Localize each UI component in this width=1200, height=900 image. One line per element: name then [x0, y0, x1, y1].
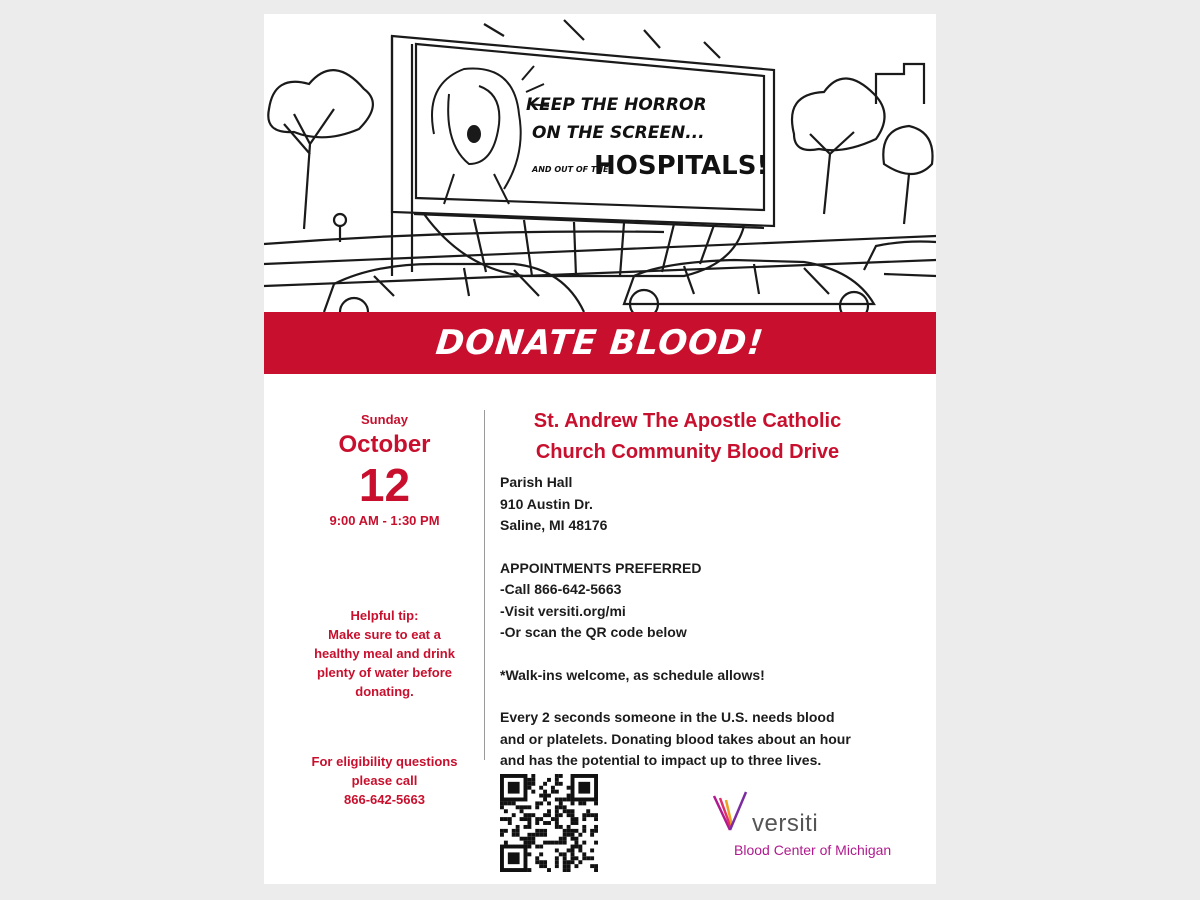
appointments [500, 558, 920, 644]
walkins-note: *Walk-ins welcome, as schedule allows! [500, 666, 765, 683]
about-text [500, 707, 920, 772]
address [500, 472, 920, 537]
tip-line: donating. [355, 684, 414, 699]
drive-in-scene-image [264, 14, 936, 312]
event-time: 9:00 AM - 1:30 PM [329, 513, 440, 529]
appointment-qr-note: -Or scan the QR code below [500, 624, 687, 640]
address-line: Parish Hall [500, 474, 573, 490]
eligibility-phone: 866-642-5663 [344, 792, 425, 807]
appointments-heading: APPOINTMENTS PREFERRED [500, 559, 702, 576]
address-line: 910 Austin Dr. [500, 495, 593, 512]
tip-line: healthy meal and drink [314, 646, 455, 661]
event-title-line: St. Andrew The Apostle Catholic [533, 410, 842, 432]
flyer [264, 14, 936, 884]
date-block [282, 412, 487, 528]
event-month: October [338, 431, 431, 458]
tip-heading: Helpful tip: [350, 608, 419, 623]
tip-line: plenty of water before [316, 665, 453, 680]
eligibility-line: For eligibility questions [311, 754, 458, 769]
about-line: and or platelets. Donating blood takes about an hour [500, 730, 851, 747]
event-details [500, 406, 920, 772]
headline-screen: ON THE SCREEN... [532, 123, 705, 143]
qr-code-icon [500, 774, 598, 872]
about-line: and has the potential to impact up to three lives. [500, 752, 822, 768]
logo-name: versiti [752, 810, 819, 837]
versiti-mark-icon [710, 790, 754, 834]
logo-subtitle: Blood Center of Michigan [734, 842, 892, 858]
event-title [500, 406, 875, 468]
donate-banner [264, 312, 936, 374]
headline-small: AND OUT OF THE [532, 165, 609, 174]
eligibility-info [282, 752, 487, 809]
headline-keep: KEEP THE HORROR [526, 95, 707, 115]
event-date: 12 [358, 459, 411, 511]
tip-line: Make sure to eat a [328, 627, 441, 642]
event-title-line: Church Community Blood Drive [535, 441, 840, 463]
helpful-tip [282, 606, 487, 701]
banner-title: DONATE BLOOD! [433, 323, 767, 363]
headline-hospitals: HOSPITALS! [594, 151, 769, 181]
appointment-website-link[interactable]: -Visit versiti.org/mi [500, 602, 626, 619]
address-line: Saline, MI 48176 [500, 517, 608, 533]
appointment-phone[interactable]: -Call 866-642-5663 [500, 581, 622, 597]
qr-code[interactable] [500, 774, 598, 872]
column-divider [484, 410, 485, 760]
versiti-logo [710, 786, 920, 866]
about-line: Every 2 seconds someone in the U.S. needs blood [500, 709, 835, 725]
event-day: Sunday [361, 412, 408, 427]
eligibility-line: please call [351, 773, 418, 788]
drive-in-illustration [264, 14, 936, 312]
